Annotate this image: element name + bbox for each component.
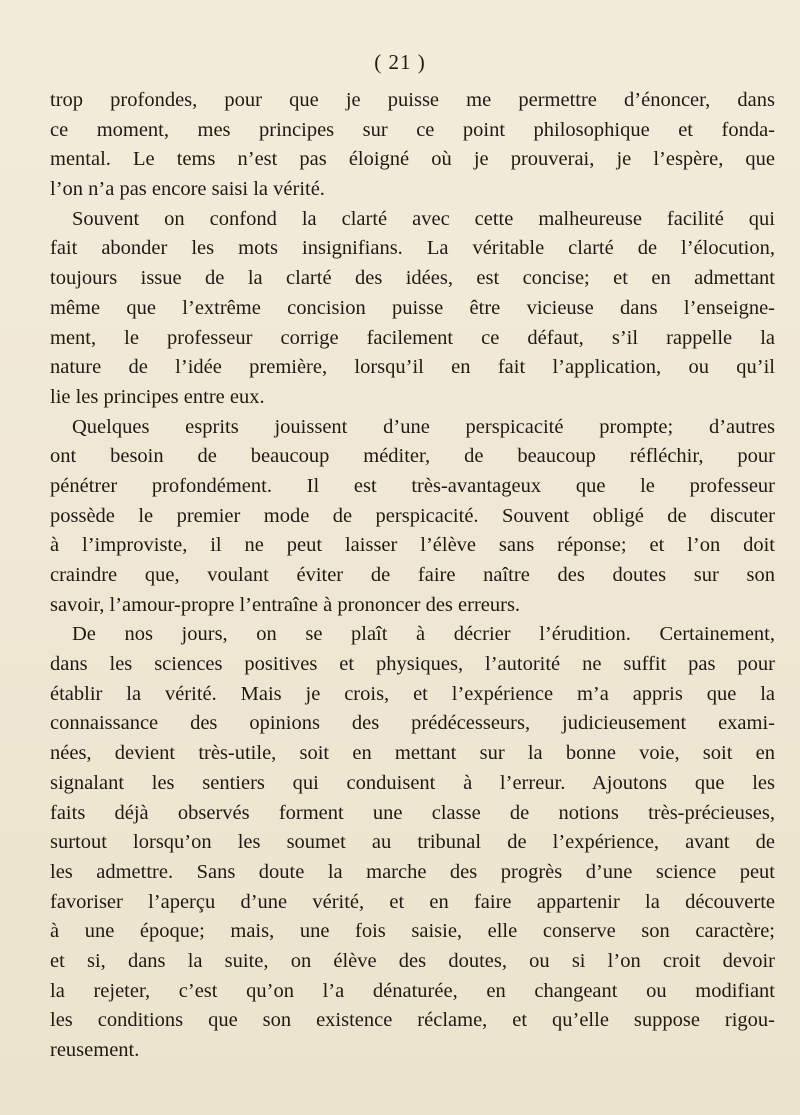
text-line: Quelques esprits jouissent d’une perspicacité prompte; d’autres (72, 415, 775, 438)
text-line: ment, le professeur corrige facilement ce défaut, s’il rappelle la (50, 326, 775, 349)
text-line: fait abonder les mots insignifians. La véritable clarté de l’élocution, (50, 237, 775, 260)
text-line: et si, dans la suite, on élève des doutes, ou si l’on croit devoir (50, 949, 775, 972)
text-line: savoir, l’amour-propre l’entraîne à prononcer des erreurs. (50, 593, 521, 616)
text-line: toujours issue de la clarté des idées, est concise; et en admettant (50, 267, 775, 290)
text-line: la rejeter, c’est qu’on l’a dénaturée, en changeant ou modifiant (50, 979, 775, 1002)
page-number: ( 21 ) (374, 50, 426, 74)
text-line: De nos jours, on se plaît à décrier l’érudition. Certainement, (72, 623, 775, 646)
text-line: lie les principes entre eux. (50, 385, 265, 408)
text-line: surtout lorsqu’on les soumet au tribunal de l’expérience, avant de (50, 831, 775, 854)
text-line: possède le premier mode de perspicacité. Souvent obligé de discuter (50, 504, 775, 527)
text-line: trop profondes, pour que je puisse me permettre d’énoncer, dans (50, 89, 775, 111)
paragraph (50, 620, 775, 1065)
text-line: craindre que, voulant éviter de faire naître des doutes sur son (50, 564, 775, 586)
text-line: connaissance des opinions des prédécesseurs, judicieusement exami- (50, 712, 775, 735)
text-line: mental. Le tems n’est pas éloigné où je prouverai, je l’espère, que (50, 148, 775, 171)
text-line: signalant les sentiers qui conduisent à l’erreur. Ajoutons que les (50, 771, 775, 794)
text-line: reusement. (50, 1039, 140, 1061)
text-line: les admettre. Sans doute la marche des progrès d’une science peut (50, 860, 775, 883)
paragraph (50, 413, 775, 621)
text-line: ce moment, mes principes sur ce point philosophique et fonda- (50, 118, 775, 141)
text-line: l’on n’a pas encore saisi la vérité. (50, 178, 325, 201)
text-line: établir la vérité. Mais je crois, et l’expérience m’a appris que la (50, 682, 775, 705)
text-line: ont besoin de beaucoup méditer, de beaucoup réfléchir, pour (50, 445, 775, 468)
text-line: à l’improviste, il ne peut laisser l’élève sans réponse; et l’on doit (50, 534, 775, 557)
paragraph (50, 86, 775, 205)
text-line: nature de l’idée première, lorsqu’il en fait l’application, ou qu’il (50, 356, 775, 379)
paragraph (50, 205, 775, 413)
text-line: pénétrer profondément. Il est très-avantageux que le professeur (50, 474, 775, 497)
text-line: même que l’extrême concision puisse être vicieuse dans l’enseigne- (50, 296, 775, 319)
text-line: Souvent on confond la clarté avec cette malheureuse facilité qui (72, 207, 775, 230)
text-line: les conditions que son existence réclame, et qu’elle suppose rigou- (50, 1009, 775, 1032)
text-line: faits déjà observés forment une classe de notions très-précieuses, (50, 801, 775, 824)
text-line: nées, devient très-utile, soit en mettant sur la bonne voie, soit en (50, 742, 775, 765)
text-line: à une époque; mais, une fois saisie, elle conserve son caractère; (50, 920, 775, 943)
text-line: dans les sciences positives et physiques, l’autorité ne suffit pas pour (50, 653, 775, 676)
text-line: favoriser l’aperçu d’une vérité, et en faire appartenir la découverte (50, 890, 775, 913)
body-text (50, 86, 775, 1066)
